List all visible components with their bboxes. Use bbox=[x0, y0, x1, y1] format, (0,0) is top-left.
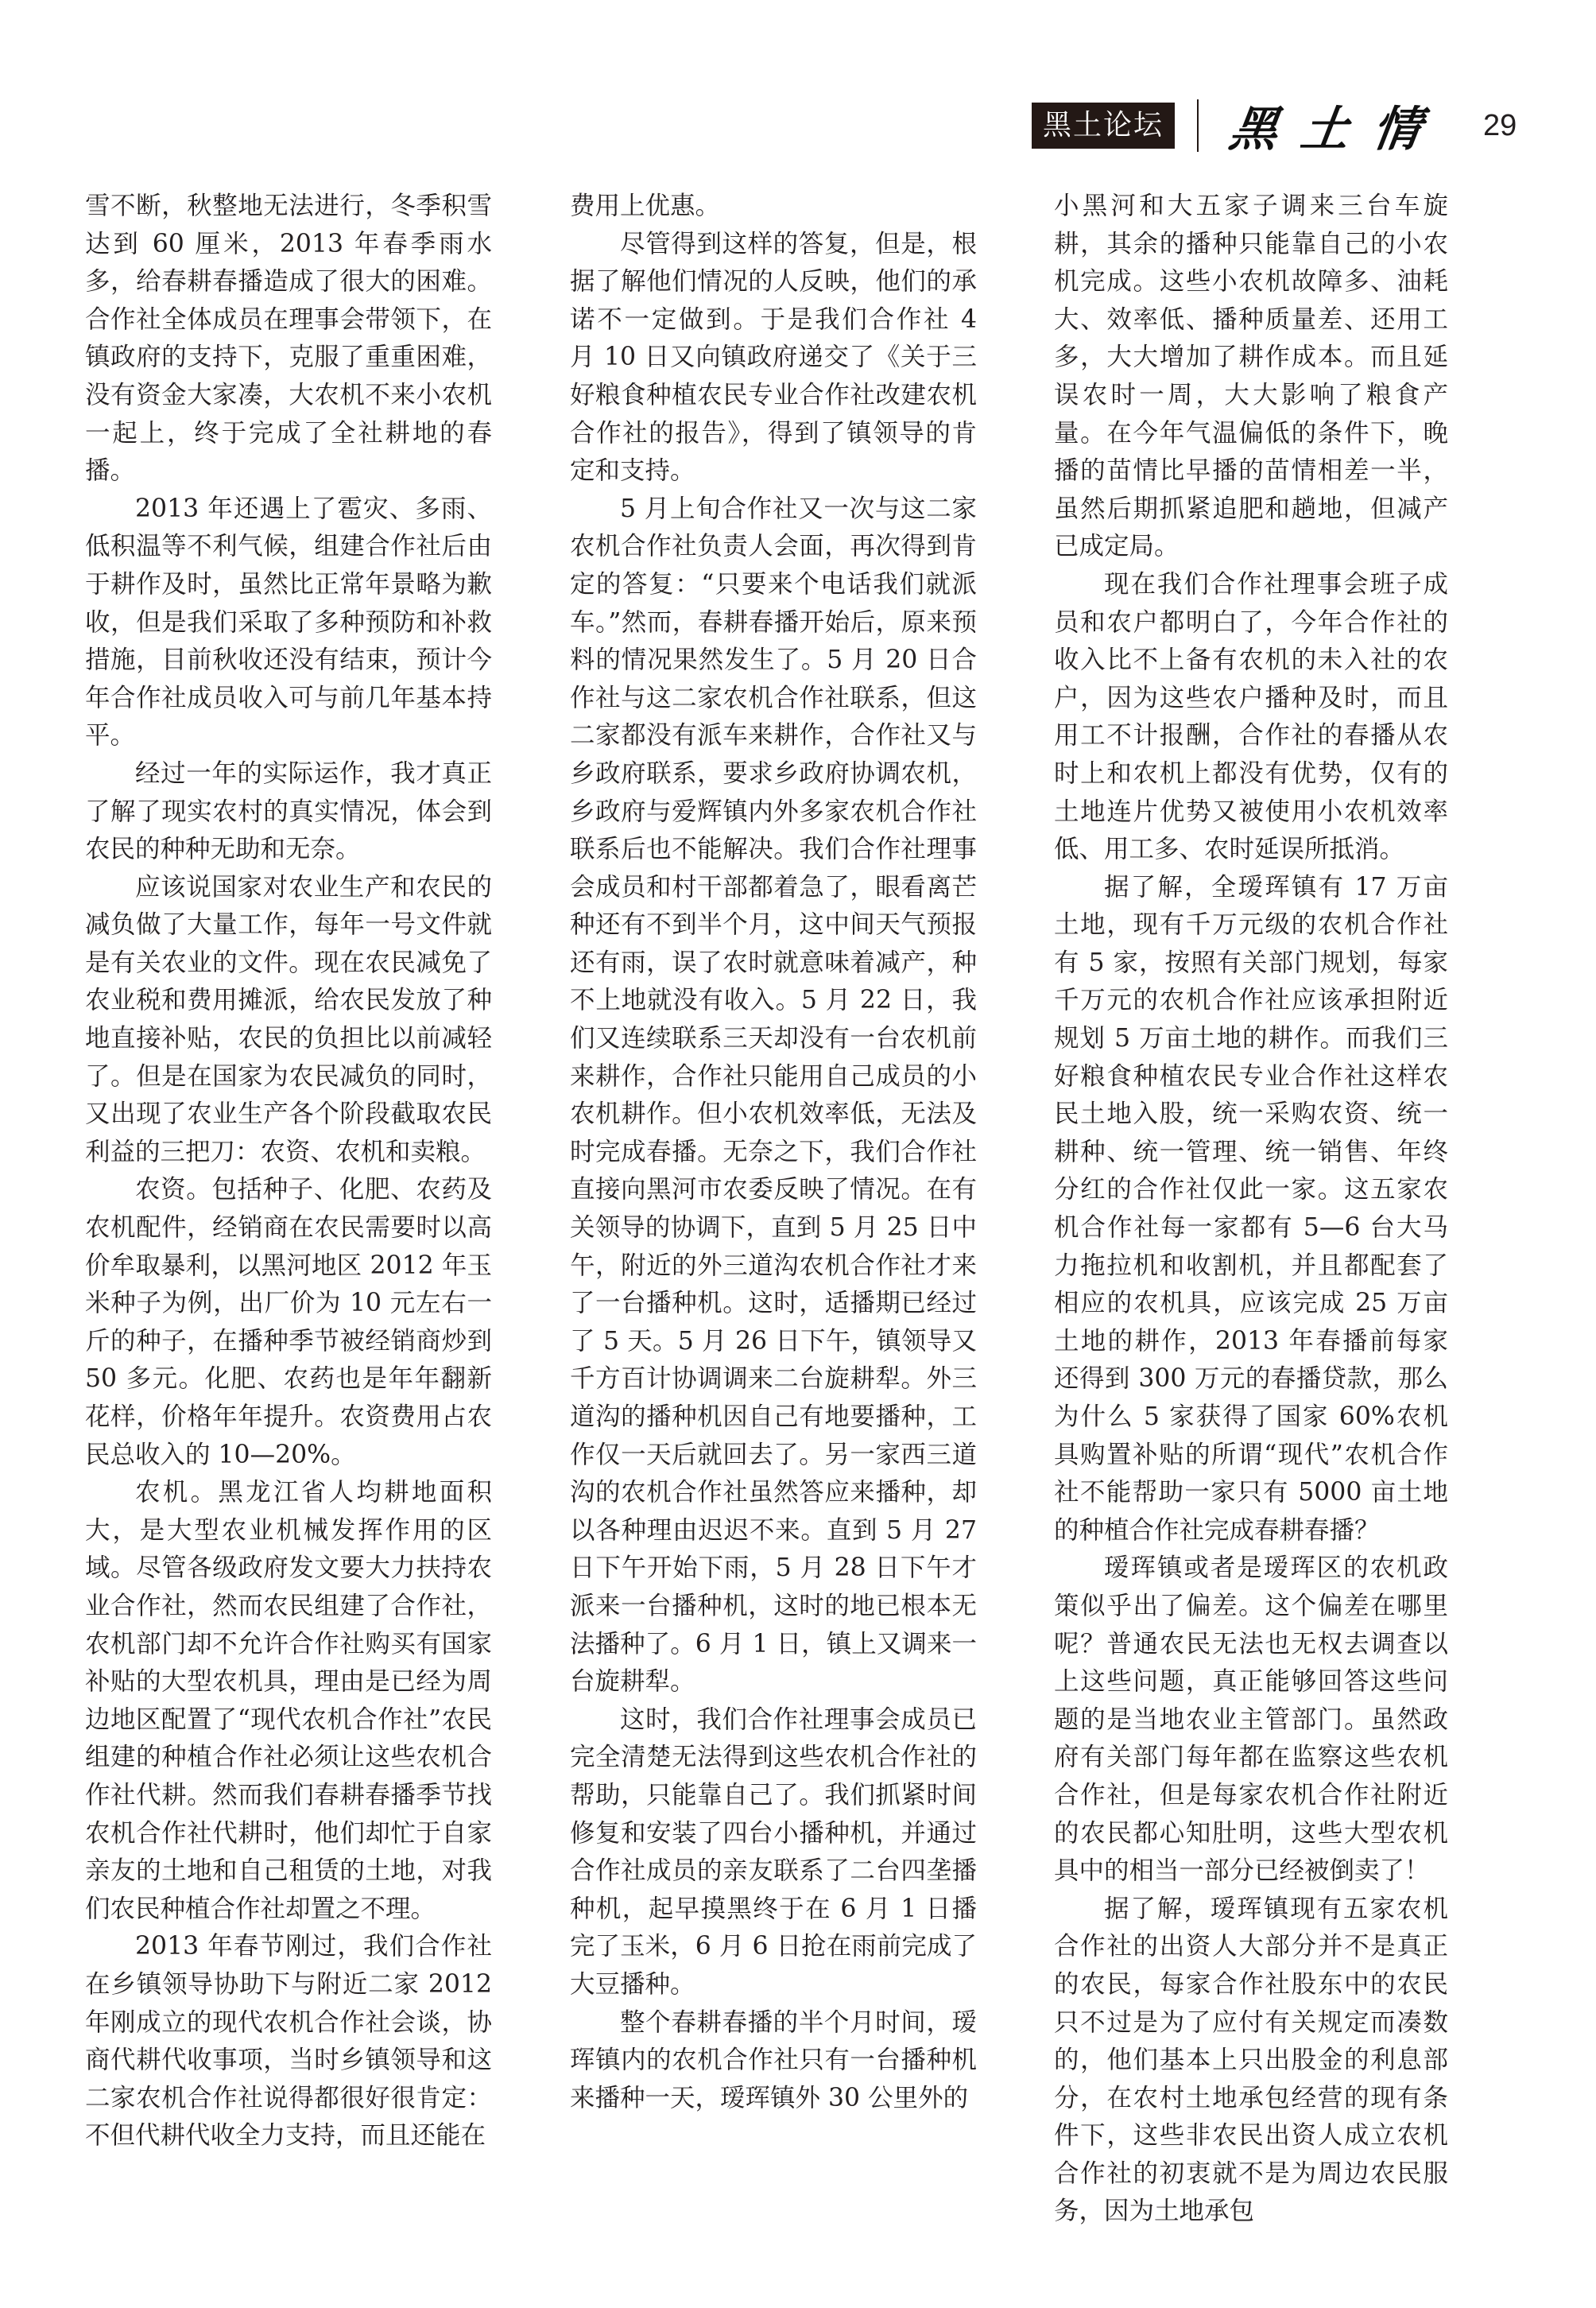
magazine-brand-title: 黑土情 bbox=[1226, 102, 1449, 157]
paragraph: 2013 年还遇上了雹灾、多雨、低积温等不利气候，组建合作社后由于耕作及时，虽然比正常年景略为歉收，但是我们采取了多种预防和补救措施，目前秋收还没有结束，预计今年合作社成员收入可与前几年基本持平。 bbox=[85, 494, 492, 751]
paragraph: 尽管得到这样的答复，但是，根据了解他们情况的人反映，他们的承诺不一定做到。于是我们合作社 4 月 10 日又向镇政府递交了《关于三好粮食种植农民专业合作社改建农机合作社的报告》，得到了镇领导的肯定和支持。 bbox=[570, 229, 977, 486]
paragraph: 费用上优惠。 bbox=[570, 192, 721, 220]
paragraph: 5 月上旬合作社又一次与这二家农机合作社负责人会面，再次得到肯定的答复：“只要来个电话我们就派车。”然而，春耕春播开始后，原来预料的情况果然发生了。5 月 20 日合作社与这二家农机合作社联系，但这二家都没有派车来耕作，合作社又与乡政府联系，要求乡政府协调农机，乡政府与爱辉镇内外多家农机合作社联系后也不能解决。我们合作社理事会成员和村干部都着急了，眼看离芒种还有不到半个月，这中间天气预报还有雨，误了农时就意味着减产，种不上地就没有收入。5 月 22 日，我们又连续联系三天却没有一台农机前来耕作，合作社只能用自己成员的小农机耕作。但小农机效率低，无法及时完成春播。无奈之下，我们合作社直接向黑河市农委反映了情况。在有关领导的协调下，直到 5 月 25 日中午，附近的外三道沟农机合作社才来了一台播种机。这时，适播期已经过了 5 天。5 月 26 日下午，镇领导又千方百计协调调来二台旋耕犁。外三道沟的播种机因自己有地要播种，工作仅一天后就回去了。另一家西三道沟的农机合作社虽然答应来播种，却以各种理由迟迟不来。直到 5 月 27 日下午开始下雨，5 月 28 日下午才派来一台播种机，这时的地已根本无法播种了。6 月 1 日，镇上又调来一台旋耕犁。 bbox=[570, 494, 977, 1697]
text-column-1 bbox=[85, 188, 492, 2155]
page-number: 29 bbox=[1483, 108, 1517, 142]
paragraph: 2013 年春节刚过，我们合作社在乡镇领导协助下与附近二家 2012 年刚成立的现代农机合作社会谈，协商代耕代收事项，当时乡镇领导和这二家农机合作社说得都很好很肯定：不但代耕代收全力支持，而且还能在 bbox=[85, 1932, 492, 2151]
paragraph: 现在我们合作社理事会班子成员和农户都明白了，今年合作社的收入比不上备有农机的未入社的农户，因为这些农户播种及时，而且用工不计报酬，合作社的春播从农时上和农机上都没有优势，仅有的土地连片优势又被使用小农机效率低、用工多、农时延误所抵消。 bbox=[1054, 569, 1448, 864]
text-column-3 bbox=[1054, 188, 1448, 2231]
paragraph: 这时，我们合作社理事会成员已完全清楚无法得到这些农机合作社的帮助，只能靠自己了。我们抓紧时间修复和安装了四台小播种机，并通过合作社成员的亲友联系了二台四垄播种机，起早摸黑终于在 6 月 1 日播完了玉米，6 月 6 日抢在雨前完成了大豆播种。 bbox=[570, 1705, 977, 1999]
header-divider bbox=[1197, 99, 1199, 152]
paragraph: 瑷珲镇或者是瑷珲区的农机政策似乎出了偏差。这个偏差在哪里呢？普通农民无法也无权去调查以上这些问题，真正能够回答这些问题的是当地农业主管部门。虽然政府有关部门每年都在监察这些农机合作社，但是每家农机合作社附近的农民都心知肚明，这些大型农机具中的相当一部分已经被倒卖了！ bbox=[1054, 1554, 1448, 1886]
paragraph: 据了解，全瑷珲镇有 17 万亩土地，现有千万元级的农机合作社有 5 家，按照有关部门规划，每家千万元的农机合作社应该承担附近规划 5 万亩土地的耕作。而我们三好粮食种植农民专业合作社这样农民土地入股，统一采购农资、统一耕种、统一管理、统一销售、年终分红的合作社仅此一家。这五家农机合作社每一家都有 5—6 台大马力拖拉机和收割机，并且都配套了相应的农机具，应该完成 25 万亩土地的耕作，2013 年春播前每家还得到 300 万元的春播贷款，那么为什么 5 家获得了国家 60%农机具购置补贴的所谓“现代”农机合作社不能帮助一家只有 5000 亩土地的种植合作社完成春耕春播？ bbox=[1054, 872, 1448, 1545]
paragraph: 雪不断，秋整地无法进行，冬季积雪达到 60 厘米，2013 年春季雨水多，给春耕春播造成了很大的困难。合作社全体成员在理事会带领下，在镇政府的支持下，克服了重重困难，没有资金大家凑，大农机不来小农机一起上，终于完成了全社耕地的春播。 bbox=[85, 192, 492, 486]
section-label: 黑土论坛 bbox=[1032, 103, 1175, 149]
paragraph: 应该说国家对农业生产和农民的减负做了大量工作，每年一号文件就是有关农业的文件。现在农民减免了农业税和费用摊派，给农民发放了种地直接补贴，农民的负担比以前减轻了。但是在国家为农民减负的同时，又出现了农业生产各个阶段截取农民利益的三把刀：农资、农机和卖粮。 bbox=[85, 872, 492, 1166]
page-header bbox=[1032, 102, 1517, 157]
paragraph: 据了解，瑷珲镇现有五家农机合作社的出资人大部分并不是真正的农民，每家合作社股东中的农民只不过是为了应付有关规定而凑数的，他们基本上只出股金的利息部分，在农村土地承包经营的现有条件下，这些非农民出资人成立农机合作社的初衷就不是为周边农民服务，因为土地承包 bbox=[1054, 1894, 1448, 2226]
paragraph: 整个春耕春播的半个月时间，瑷珲镇内的农机合作社只有一台播种机来播种一天，瑷珲镇外 30 公里外的 bbox=[570, 2007, 977, 2112]
paragraph: 小黑河和大五家子调来三台车旋耕，其余的播种只能靠自己的小农机完成。这些小农机故障多、油耗大、效率低、播种质量差、还用工多，大大增加了耕作成本。而且延误农时一周，大大影响了粮食产量。在今年气温偏低的条件下，晚播的苗情比早播的苗情相差一半，虽然后期抓紧追肥和趟地，但减产已成定局。 bbox=[1054, 192, 1448, 561]
text-column-2 bbox=[570, 188, 977, 2117]
paragraph: 农资。包括种子、化肥、农药及农机配件，经销商在农民需要时以高价牟取暴利，以黑河地区 2012 年玉米种子为例，出厂价为 10 元左右一斤的种子，在播种季节被经销商炒到 50 多元。化肥、农药也是年年翻新花样，价格年年提升。农资费用占农民总收入的 10—20%。 bbox=[85, 1175, 492, 1469]
paragraph: 农机。黑龙江省人均耕地面积大，是大型农业机械发挥作用的区域。尽管各级政府发文要大力扶持农业合作社，然而农民组建了合作社，农机部门却不允许合作社购买有国家补贴的大型农机具，理由是已经为周边地区配置了“现代农机合作社”农民组建的种植合作社必须让这些农机合作社代耕。然而我们春耕春播季节找农机合作社代耕时，他们却忙于自家亲友的土地和自己租赁的土地，对我们农民种植合作社却置之不理。 bbox=[85, 1478, 492, 1923]
paragraph: 经过一年的实际运作，我才真正了解了现实农村的真实情况，体会到农民的种种无助和无奈。 bbox=[85, 758, 492, 864]
